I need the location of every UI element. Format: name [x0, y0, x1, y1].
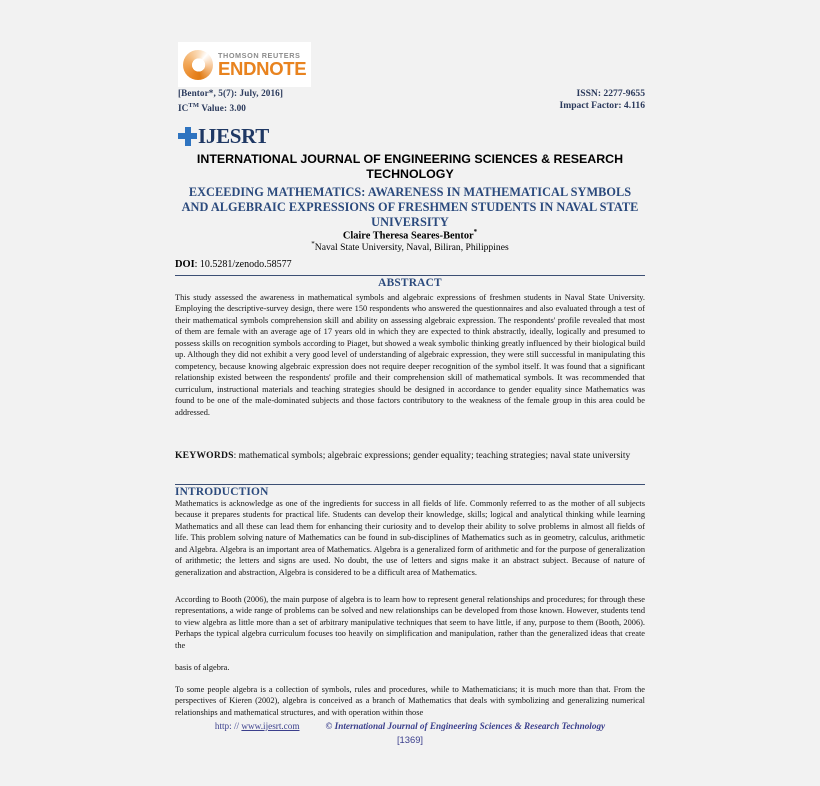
running-head-left — [178, 88, 283, 114]
keywords-text: mathematical symbols; algebraic expressions; gender equality; teaching strategies; naval state university — [238, 451, 631, 461]
blue-plus-icon — [178, 127, 197, 146]
keywords-block — [175, 450, 645, 462]
page-footer — [175, 721, 645, 745]
doi-line — [175, 259, 292, 270]
introduction-paragraph-2-tail: basis of algebra. — [175, 663, 230, 672]
ic-value: Value: 3.00 — [199, 102, 246, 113]
footer-url-prefix: http: // — [214, 721, 242, 731]
introduction-paragraph-1: Mathematics is acknowledge as one of the ingredients for success in all fields of life. Commonly referred to as the mother of all subjects because it prepares students for practical life. Students can develop their knowledge, skills; logical and analytical thinking while learning Mathematics and all these can lead them for enhancing their curiosity and to develop their ability to solve problems in almost all fields of life. This problem solving nature of Mathematics can be found in sub-disciplines of Mathematics such as in geometry, calculus, arithmetic and Algebra. Algebra is an important area of Mathematics. Algebra is a generalized form of arithmetic and for the purpose of generalization of arithmetic; the letters and signs are used. No doubt, the use of letters and signs make it an abstract subject. Because of nature of generalization and abstraction, Algebra is considered to be a difficult area of Mathematics. — [175, 499, 645, 577]
affiliation-marker: * — [311, 240, 315, 248]
trademark-mark: TM — [188, 101, 200, 109]
thomson-reuters-wordmark: THOMSON REUTERS — [218, 50, 301, 60]
page-title: EXCEEDING MATHEMATICS: AWARENESS IN MATHEMATICAL SYMBOLS AND ALGEBRAIC EXPRESSIONS OF FRESHMEN STUDENTS IN NAVAL STATE UNIVERSITY — [181, 185, 639, 230]
ic-prefix: IC — [178, 102, 189, 113]
introduction-paragraph-3: To some people algebra is a collection of symbols, rules and procedures, while to Mathematicians; it is much more than that. From the perspectives of Kieren (2002), algebra is conceived as a branch of Mathematics that deals with symbolizing and generalizing numerical relationships and mathematical structures, and with operation within those — [175, 685, 645, 717]
thomson-reuters-swirl-icon — [183, 50, 213, 80]
ijesrt-logo — [178, 122, 269, 150]
impact-factor-text: Impact Factor: 4.116 — [559, 100, 645, 111]
footer-url-link[interactable]: www.ijesrt.com — [241, 721, 300, 731]
footer-top-row — [175, 721, 645, 731]
issn-text: ISSN: 2277-9655 — [576, 88, 645, 99]
author-affiliation-marker: * — [473, 228, 478, 236]
author-affiliation — [180, 240, 640, 253]
introduction-heading: INTRODUCTION — [175, 486, 269, 498]
journal-title: INTERNATIONAL JOURNAL OF ENGINEERING SCIENCES & RESEARCH TECHNOLOGY — [196, 152, 624, 181]
keywords-label: KEYWORDS — [175, 450, 234, 461]
endnote-logo-text — [218, 52, 306, 78]
introduction-divider-rule — [175, 484, 645, 485]
running-head-right — [559, 88, 645, 112]
footer-page-number: [1369] — [396, 734, 424, 745]
doi-label: DOI — [175, 259, 195, 270]
page-sheet — [175, 0, 645, 786]
abstract-text: This study assessed the awareness in mathematical symbols and algebraic expressions of freshmen students in Naval State University. Employing the descriptive-survey design, there were 150 respondents who answered the questionnaires and also evaluated through a test of their mathematical symbols comprehension skill and ability on assessing algebraic expression. The respondents' profile revealed that most of them are female with an average age of 17 years old in which they are expected to think abstractly, ideally, logically and presumed to possess skills on recognition symbols according to Piaget, but showed a weak symbolic thinking greatly influenced by their biological build up. Although they did not exhibit a very good level of understanding of algebraic expression, they were still successful in manipulating this competency, because knowing algebraic expression does not require deeper recognition of the symbol itself. It was found that a significant relationship existed between the respondents' profile and their comprehension skill of mathematical symbols. It was recommended that curriculum, instructional materials and teaching strategies should be designed in accordance to gender equality since Mathematics was found to be one of the male-dominated subjects and those factors contributory to the weakness of the female group in this area could be addressed. — [175, 293, 645, 417]
ijesrt-wordmark: IJESRT — [198, 123, 269, 148]
keywords-separator: : — [233, 451, 239, 461]
endnote-wordmark: ENDNOTE — [218, 57, 307, 79]
running-head-ic-value — [178, 100, 283, 115]
author-name-text: Claire Theresa Seares-Bentor — [342, 230, 474, 242]
doi-value: : 10.5281/zenodo.58577 — [194, 259, 292, 270]
abstract-heading: ABSTRACT — [378, 277, 442, 289]
affiliation-text: Naval State University, Naval, Biliran, Philippines — [314, 242, 509, 254]
abstract-divider-rule — [175, 275, 645, 276]
thomson-reuters-endnote-logo — [178, 42, 311, 87]
footer-url[interactable] — [215, 721, 300, 731]
footer-copyright: © International Journal of Engineering Sciences & Research Technology — [325, 721, 606, 731]
running-head-citation: [Bentor*, 5(7): July, 2016] — [178, 88, 284, 98]
introduction-paragraph-2: According to Booth (2006), the main purpose of algebra is to learn how to represent general relationships and procedures; for through these representations, a wide range of problems can be solved and new relationships can be developed from those known. However, students tend to view algebra as little more than a set of arbitrary manipulative techniques that seem to have little, if any, purpose to them (Booth, 2006). Perhaps the typical algebra curriculum focuses too heavily on simplification and manipulation, rather than the generalized ideas that create the — [175, 595, 645, 650]
